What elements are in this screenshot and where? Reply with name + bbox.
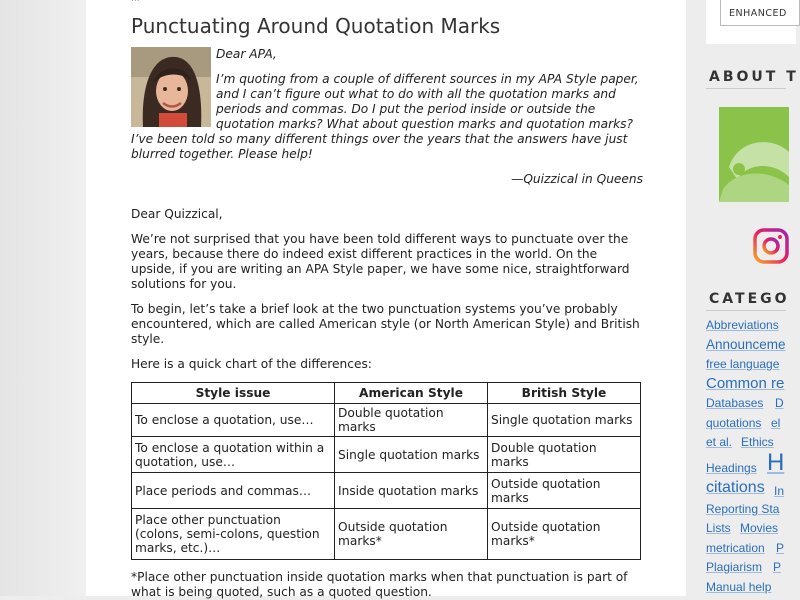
- question-line: quotation marks? What about question marks and quotation marks?: [216, 117, 633, 131]
- letter-question-cont: [131, 132, 643, 162]
- table-cell: Place other punctuation (colons, semi-colons, question marks, etc.)…: [132, 509, 335, 560]
- category-link[interactable]: P: [773, 560, 782, 574]
- category-link[interactable]: et al.: [706, 435, 733, 449]
- table-cell: Double quotation marks: [335, 404, 488, 437]
- blog-logo[interactable]: [719, 107, 789, 202]
- question-line: and I can’t figure out what to do with all the quotation marks and: [216, 87, 616, 101]
- main-content: [86, 0, 686, 599]
- table-header-row: [132, 383, 641, 404]
- table-cell: Single quotation marks: [335, 437, 488, 473]
- question-line: I’m quoting from a couple of different sources in my APA Style paper,: [216, 72, 639, 86]
- category-link[interactable]: Manual help: [706, 580, 772, 594]
- table-header: British Style: [488, 383, 641, 404]
- reply-paragraph: Here is a quick chart of the differences:: [131, 357, 372, 371]
- table-row: [132, 404, 641, 437]
- category-link[interactable]: Abbreviations: [706, 318, 779, 332]
- divider: [706, 310, 786, 311]
- sidebar: [686, 0, 799, 596]
- table-cell: Outside quotation marks: [488, 473, 641, 509]
- category-link[interactable]: Plagiarism: [706, 560, 763, 574]
- table-header: Style issue: [132, 383, 335, 404]
- question-line: periods and commas. Do I put the period inside or outside the: [216, 102, 596, 116]
- categories-heading: CATEGO: [709, 291, 790, 307]
- question-line: blurred together. Please help!: [131, 147, 313, 161]
- category-link[interactable]: el: [771, 416, 781, 430]
- category-link[interactable]: Ethics: [741, 435, 774, 449]
- table-cell: To enclose a quotation, use…: [132, 404, 335, 437]
- table-cell: Single quotation marks: [488, 404, 641, 437]
- reply-paragraph: We’re not surprised that you have been told different ways to punctuate over the years, because there do indeed exist different practices in the world. On the upside, if you are writing an APA Style paper, we have some nice, straightforward solutions for you.: [131, 232, 630, 291]
- question-line: I’ve been told so many different things over the years that the answers have just: [131, 132, 628, 146]
- punctuation-comparison-table: [131, 382, 641, 560]
- letter-signature: —Quizzical in Queens: [511, 172, 643, 186]
- instagram-icon[interactable]: [753, 228, 789, 264]
- table-header: American Style: [335, 383, 488, 404]
- category-link[interactable]: Announceme: [706, 337, 786, 352]
- table-cell: To enclose a quotation within a quotation, use…: [132, 437, 335, 473]
- table-cell: Outside quotation marks*: [488, 509, 641, 560]
- table-row: [132, 473, 641, 509]
- category-link[interactable]: free language: [706, 357, 780, 371]
- letter-question: [216, 72, 643, 132]
- category-link[interactable]: P: [776, 541, 785, 555]
- category-link[interactable]: citations: [706, 479, 765, 496]
- letter-greeting: Dear APA,: [216, 47, 277, 61]
- reply-paragraph: To begin, let’s take a brief look at the two punctuation systems you’ve probably encountered, which are called American style (or North American Style) and British style.: [131, 302, 640, 346]
- category-link[interactable]: quotations: [706, 416, 762, 430]
- table-cell: Place periods and commas…: [132, 473, 335, 509]
- table-cell: Outside quotation marks*: [335, 509, 488, 560]
- enhanced-button[interactable]: ENHANCED: [720, 0, 800, 26]
- reader-letter: [131, 47, 643, 187]
- category-link[interactable]: D: [775, 396, 784, 410]
- table-footnote: *Place other punctuation inside quotation marks when that punctuation is part of what is being quoted, such as a quoted question.: [131, 570, 628, 599]
- category-link[interactable]: Lists: [706, 521, 731, 535]
- category-link[interactable]: In: [774, 484, 785, 498]
- about-heading: ABOUT T: [709, 69, 799, 85]
- category-link[interactable]: Databases: [706, 396, 764, 410]
- table-row: [132, 509, 641, 560]
- category-link[interactable]: H: [767, 449, 785, 476]
- category-link[interactable]: Common re: [706, 375, 785, 392]
- post-body: [131, 47, 643, 600]
- reply-greeting: Dear Quizzical,: [131, 207, 223, 221]
- table-cell: Inside quotation marks: [335, 473, 488, 509]
- divider: [706, 88, 786, 89]
- category-link[interactable]: Reporting Sta: [706, 502, 780, 516]
- post-title: Punctuating Around Quotation Marks: [131, 14, 501, 38]
- category-link[interactable]: Movies: [740, 521, 779, 535]
- table-row: [132, 437, 641, 473]
- table-cell: Double quotation marks: [488, 437, 641, 473]
- enhanced-box: [706, 0, 796, 44]
- breadcrumb[interactable]: [131, 0, 140, 4]
- category-link[interactable]: Headings: [706, 461, 757, 475]
- left-gutter: [0, 0, 86, 596]
- category-link[interactable]: metrication: [706, 541, 765, 555]
